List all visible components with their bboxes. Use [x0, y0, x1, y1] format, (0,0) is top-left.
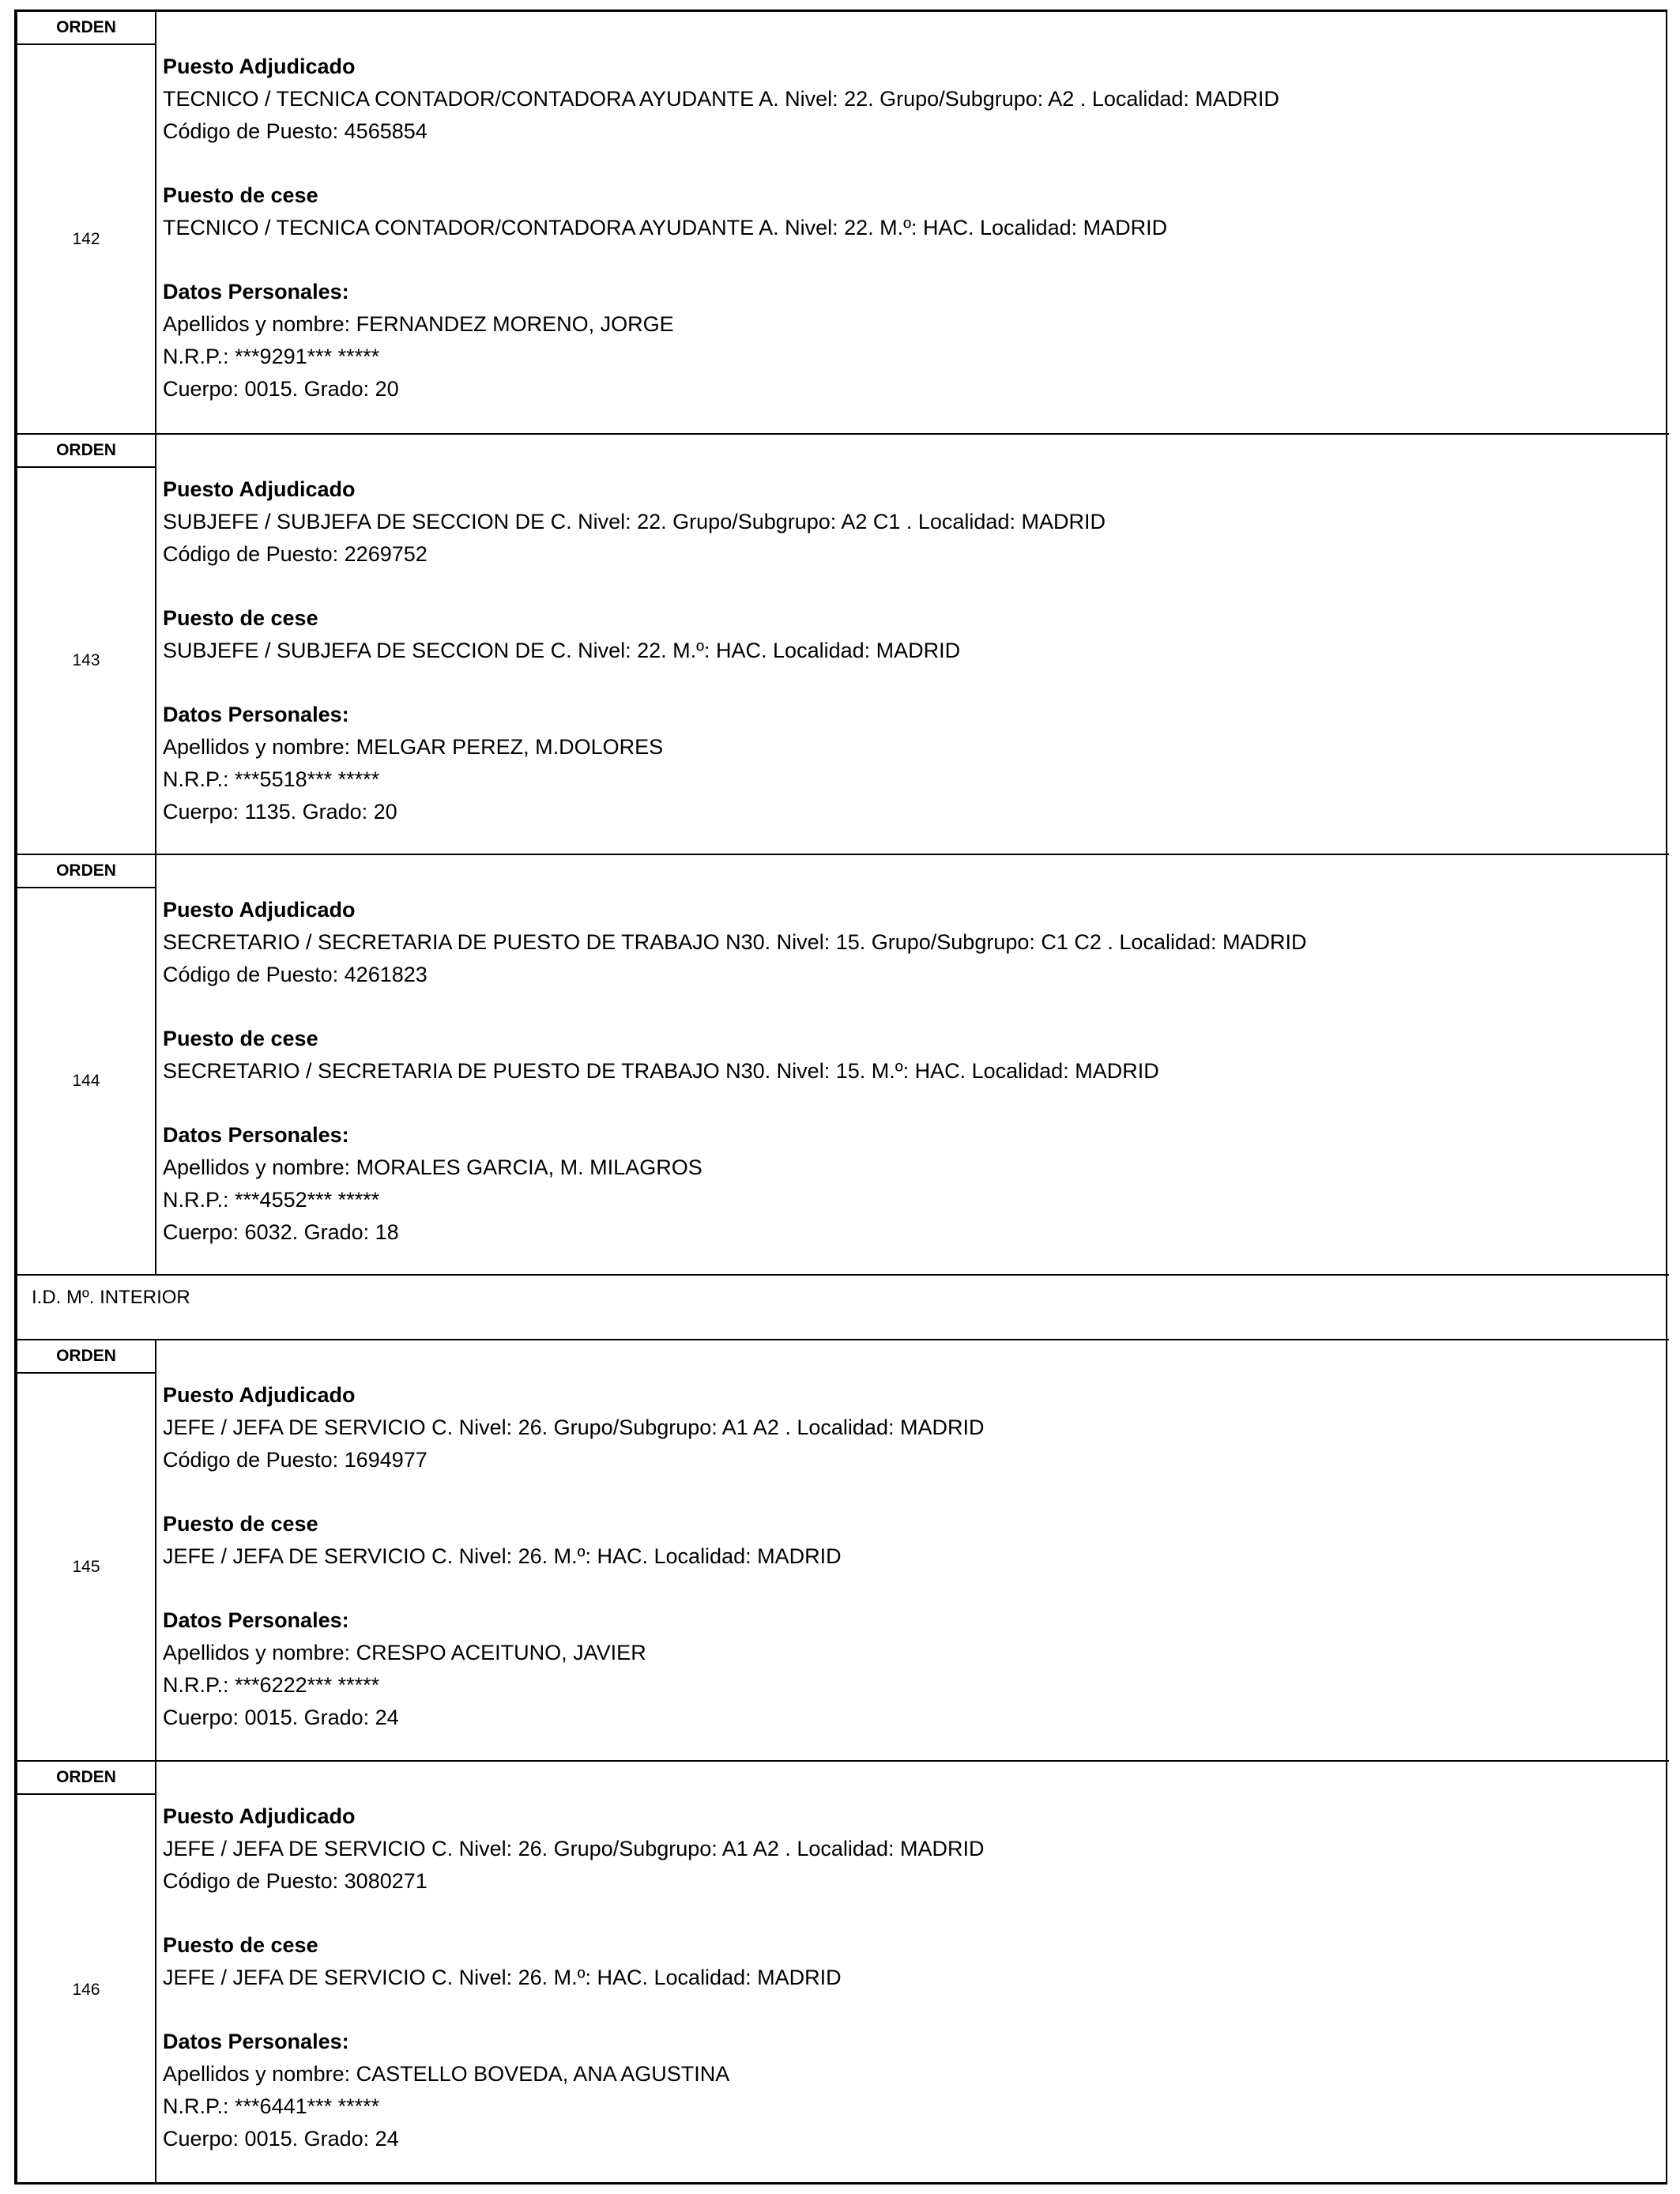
orden-column — [17, 855, 156, 1274]
cuerpo-grado: Cuerpo: 0015. Grado: 20 — [163, 377, 399, 401]
entry-145 — [17, 1340, 1669, 1762]
codigo-puesto: Código de Puesto: 3080271 — [163, 1869, 428, 1893]
orden-column — [17, 435, 156, 854]
orden-number: 144 — [72, 1072, 100, 1090]
puesto-cese-desc: JEFE / JEFA DE SERVICIO C. Nivel: 26. M.º: HAC. Localidad: MADRID — [163, 1544, 842, 1568]
orden-number: 143 — [72, 651, 100, 669]
apellidos-nombre: Apellidos y nombre: CRESPO ACEITUNO, JAVIER — [163, 1641, 646, 1664]
puesto-cese-desc: SUBJEFE / SUBJEFA DE SECCION DE C. Nivel: 22. M.º: HAC. Localidad: MADRID — [163, 639, 961, 662]
datos-personales-label: Datos Personales: — [163, 1608, 349, 1632]
cuerpo-grado: Cuerpo: 6032. Grado: 18 — [163, 1220, 399, 1244]
entry-143 — [17, 435, 1669, 855]
datos-personales-label: Datos Personales: — [163, 280, 349, 303]
cuerpo-grado: Cuerpo: 0015. Grado: 24 — [163, 1706, 399, 1729]
nrp: N.R.P.: ***6222*** ***** — [163, 1673, 380, 1697]
puesto-adjudicado-desc: JEFE / JEFA DE SERVICIO C. Nivel: 26. Grupo/Subgrupo: A1 A2 . Localidad: MADRID — [163, 1416, 985, 1439]
orden-header: ORDEN — [17, 12, 155, 45]
cuerpo-grado: Cuerpo: 0015. Grado: 24 — [163, 2127, 399, 2151]
datos-personales-label: Datos Personales: — [163, 2030, 349, 2053]
apellidos-nombre: Apellidos y nombre: MORALES GARCIA, M. MILAGROS — [163, 1155, 703, 1179]
orden-number: 142 — [72, 229, 100, 248]
datos-personales-label: Datos Personales: — [163, 1123, 349, 1147]
cuerpo-grado: Cuerpo: 1135. Grado: 20 — [163, 800, 397, 824]
puesto-adjudicado-desc: JEFE / JEFA DE SERVICIO C. Nivel: 26. Grupo/Subgrupo: A1 A2 . Localidad: MADRID — [163, 1837, 985, 1860]
puesto-cese-label: Puesto de cese — [163, 183, 318, 207]
apellidos-nombre: Apellidos y nombre: MELGAR PEREZ, M.DOLORES — [163, 735, 664, 759]
codigo-puesto: Código de Puesto: 2269752 — [163, 542, 428, 566]
orden-header: ORDEN — [17, 1340, 155, 1374]
nrp: N.R.P.: ***4552*** ***** — [163, 1188, 380, 1212]
section-heading-row — [17, 1276, 1669, 1340]
puesto-adjudicado-label: Puesto Adjudicado — [163, 898, 356, 922]
orden-header: ORDEN — [17, 435, 155, 468]
orden-column — [17, 12, 156, 433]
puesto-cese-label: Puesto de cese — [163, 1512, 318, 1536]
orden-number: 145 — [72, 1557, 100, 1576]
apellidos-nombre: Apellidos y nombre: FERNANDEZ MORENO, JORGE — [163, 312, 674, 336]
orden-header: ORDEN — [17, 855, 155, 888]
orden-header: ORDEN — [17, 1762, 155, 1795]
entry-details — [163, 894, 1661, 1249]
puesto-adjudicado-label: Puesto Adjudicado — [163, 477, 356, 501]
puesto-adjudicado-desc: SUBJEFE / SUBJEFA DE SECCION DE C. Nivel: 22. Grupo/Subgrupo: A2 C1 . Localidad: MADRID — [163, 510, 1106, 533]
section-title: I.D. Mº. INTERIOR — [32, 1287, 190, 1308]
puesto-cese-desc: JEFE / JEFA DE SERVICIO C. Nivel: 26. M.º: HAC. Localidad: MADRID — [163, 1966, 842, 1989]
puesto-cese-desc: SECRETARIO / SECRETARIA DE PUESTO DE TRABAJO N30. Nivel: 15. M.º: HAC. Localidad: MADRID — [163, 1059, 1159, 1083]
puesto-cese-label: Puesto de cese — [163, 1933, 318, 1957]
puesto-adjudicado-desc: SECRETARIO / SECRETARIA DE PUESTO DE TRABAJO N30. Nivel: 15. Grupo/Subgrupo: C1 C2 . Localidad: MADRID — [163, 930, 1307, 954]
orden-column — [17, 1340, 156, 1760]
nrp: N.R.P.: ***9291*** ***** — [163, 345, 380, 368]
entry-144 — [17, 855, 1669, 1276]
document-table — [14, 9, 1667, 2185]
puesto-adjudicado-label: Puesto Adjudicado — [163, 1383, 356, 1407]
apellidos-nombre: Apellidos y nombre: CASTELLO BOVEDA, ANA AGUSTINA — [163, 2062, 730, 2086]
nrp: N.R.P.: ***5518*** ***** — [163, 767, 380, 791]
puesto-adjudicado-desc: TECNICO / TECNICA CONTADOR/CONTADORA AYUDANTE A. Nivel: 22. Grupo/Subgrupo: A2 . Localidad: MADRID — [163, 87, 1279, 111]
entry-details — [163, 473, 1661, 828]
entry-142 — [17, 12, 1669, 435]
entry-details — [163, 1379, 1661, 1734]
codigo-puesto: Código de Puesto: 4565854 — [163, 119, 428, 143]
codigo-puesto: Código de Puesto: 4261823 — [163, 963, 428, 986]
orden-number: 146 — [72, 1980, 100, 1999]
puesto-cese-label: Puesto de cese — [163, 606, 318, 630]
datos-personales-label: Datos Personales: — [163, 703, 349, 726]
orden-column — [17, 1762, 156, 2185]
nrp: N.R.P.: ***6441*** ***** — [163, 2094, 380, 2118]
codigo-puesto: Código de Puesto: 1694977 — [163, 1448, 428, 1472]
puesto-cese-label: Puesto de cese — [163, 1027, 318, 1050]
puesto-adjudicado-label: Puesto Adjudicado — [163, 1804, 356, 1828]
puesto-cese-desc: TECNICO / TECNICA CONTADOR/CONTADORA AYUDANTE A. Nivel: 22. M.º: HAC. Localidad: MADRID — [163, 216, 1168, 239]
puesto-adjudicado-label: Puesto Adjudicado — [163, 55, 356, 78]
entry-details — [163, 51, 1661, 405]
entry-146 — [17, 1762, 1669, 2185]
entry-details — [163, 1800, 1661, 2155]
